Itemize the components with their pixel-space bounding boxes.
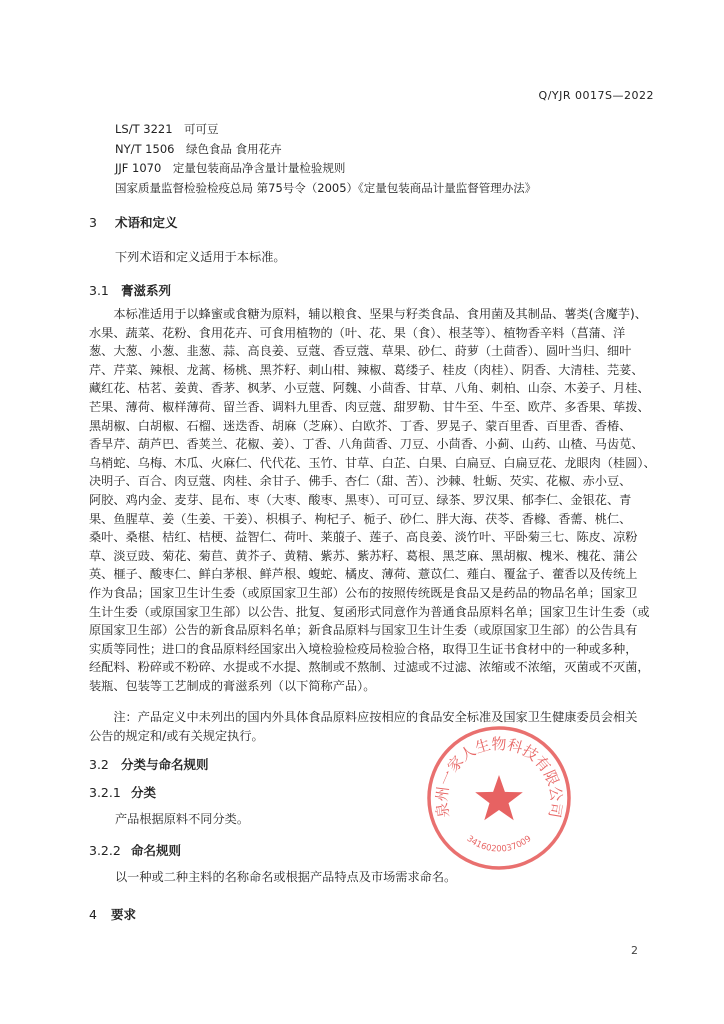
paragraph-line: 装瓶、包装等工艺制成的膏滋系列（以下简称产品）。 — [89, 678, 376, 693]
seal-code-text: 3416020037009 — [464, 833, 534, 855]
reference-line: LS/T 3221 可可豆 — [115, 122, 219, 136]
paragraph-line: 英、榧子、酸枣仁、鲜白茅根、鲜芦根、蝮蛇、橘皮、薄荷、薏苡仁、薤白、覆盆子、藿香以及传统上 — [89, 567, 638, 582]
reference-line: NY/T 1506 绿色食品 食用花卉 — [115, 141, 282, 156]
paragraph-line: 果、鱼腥草、姜（生姜、干姜）、枳椇子、枸杞子、栀子、砂仁、胖大海、茯苓、香橼、香薷、桃仁、 — [89, 511, 632, 526]
seal-company-text: 泉州一家人生物科技有限公司 — [432, 734, 566, 820]
section-4-heading: 4 要求 — [89, 907, 137, 922]
section-3-intro: 下列术语和定义适用于本标准。 — [115, 250, 286, 264]
standard-code: Q/YJR 0017S—2022 — [538, 89, 654, 102]
paragraph-line: 原国家卫生部）公告的新食品原料名单；新食品原料与国家卫生计生委（或原国家卫生部）的公告具有 — [89, 623, 638, 638]
section-3-2-1-text: 产品根据原料不同分类。 — [115, 812, 250, 826]
paragraph-line: 阿胶、鸡内金、麦芽、昆布、枣（大枣、酸枣、黑枣）、可可豆、绿茶、罗汉果、郁李仁、金银花、青 — [89, 492, 632, 507]
star-icon — [475, 775, 523, 820]
paragraph-line: 水果、蔬菜、花粉、食用花卉、可食用植物的（叶、花、果（食）、根茎等）、植物香辛料（菖蒲、洋 — [89, 325, 626, 340]
paragraph-line: 乌梢蛇、乌梅、木瓜、火麻仁、代代花、玉竹、甘草、白芷、白果、白扁豆、白扁豆花、龙眼肉（桂圆）、 — [89, 455, 656, 470]
paragraph-line: 黑胡椒、白胡椒、石榴、迷迭香、胡麻（芝麻）、白欧芥、丁香、罗晃子、蒙百里香、百里香、香椿、 — [89, 418, 632, 433]
paragraph-line: 桑叶、桑椹、桔红、桔梗、益智仁、荷叶、莱菔子、莲子、高良姜、淡竹叶、平卧菊三七、陈皮、凉粉 — [89, 530, 638, 545]
paragraph-line: 生计生委（或原国家卫生部）以公告、批复、复函形式同意作为普通食品原料名单；国家卫生计生委（或 — [89, 604, 650, 619]
page-number: 2 — [631, 944, 638, 957]
note-line: 公告的规定和/或有关规定执行。 — [89, 728, 264, 743]
reference-line: JJF 1070 定量包装商品净含量计量检验规则 — [115, 161, 346, 175]
paragraph-line: 香旱芹、葫芦巴、香荚兰、花椒、姜）、丁香、八角茴香、刀豆、小茴香、小蓟、山药、山楂、马齿苋、 — [89, 437, 644, 452]
normative-references — [115, 120, 675, 198]
paragraph-line: 本标准适用于以蜂蜜或食糖为原料，辅以粮食、坚果与籽类食品、食用菌及其制品、薯类(含魔芋)、 — [89, 307, 647, 321]
section-3-2-2-heading: 3.2.2 命名规则 — [89, 843, 182, 858]
section-3-1-heading: 3.1 膏滋系列 — [89, 283, 172, 298]
company-seal — [424, 723, 574, 873]
paragraph-line: 藏红花、枯茗、姜黄、香茅、枫茅、小豆蔻、阿魏、小茴香、甘草、八角、刺柏、山奈、木姜子、月桂、 — [89, 381, 650, 396]
paragraph-line: 作为食品；国家卫生计生委（或原国家卫生部）公布的按照传统既是食品又是药品的物品名单；国家卫 — [89, 585, 638, 600]
paragraph-line: 决明子、百合、肉豆蔻、肉桂、余甘子、佛手、杏仁（甜、苦）、沙棘、牡蛎、芡实、花椒、赤小豆、 — [89, 474, 632, 489]
section-3-2-heading: 3.2 分类与命名规则 — [89, 757, 209, 772]
paragraph-line: 草、淡豆豉、菊花、菊苣、黄芥子、黄精、紫苏、紫苏籽、葛根、黑芝麻、黑胡椒、槐米、槐花、蒲公 — [89, 548, 638, 563]
section-3-2-1-heading: 3.2.1 分类 — [89, 785, 157, 800]
paragraph-line: 实质等同性；进口的食品原料经国家出入境检验检疫局检验合格，取得卫生证书食材中的一种或多种， — [89, 641, 638, 656]
paragraph-line: 芒果、薄荷、椒样薄荷、留兰香、调料九里香、肉豆蔻、甜罗勒、甘牛至、牛至、欧芹、多香果、荜拨、 — [89, 399, 650, 414]
definition-paragraph — [89, 305, 661, 695]
paragraph-line: 芹、芹菜、辣根、龙蒿、杨桃、黑芥籽、刺山柑、辣椒、葛缕子、桂皮（肉桂）、阴香、大清桂、芫荽、 — [89, 362, 644, 377]
note-line: 注：产品定义中未列出的国内外具体食品原料应按相应的食品安全标准及国家卫生健康委员会相关 — [89, 710, 638, 724]
section-3-2-2-text: 以一种或二种主料的名称命名或根据产品特点及市场需求命名。 — [115, 870, 457, 884]
paragraph-line: 经配料、粉碎或不粉碎、水提或不水提、熬制或不熬制、过滤或不过滤、浓缩或不浓缩，灭菌或不灭菌， — [89, 660, 650, 675]
paragraph-line: 葱、大葱、小葱、韭葱、蒜、高良姜、豆蔻、香豆蔻、草果、砂仁、莳萝（土茴香）、圆叶当归、细叶 — [89, 344, 632, 359]
reference-line: 国家质量监督检验检疫总局 第75号令（2005）《定量包装商品计量监督管理办法》 — [115, 180, 537, 195]
section-3-heading: 3 术语和定义 — [89, 215, 178, 230]
